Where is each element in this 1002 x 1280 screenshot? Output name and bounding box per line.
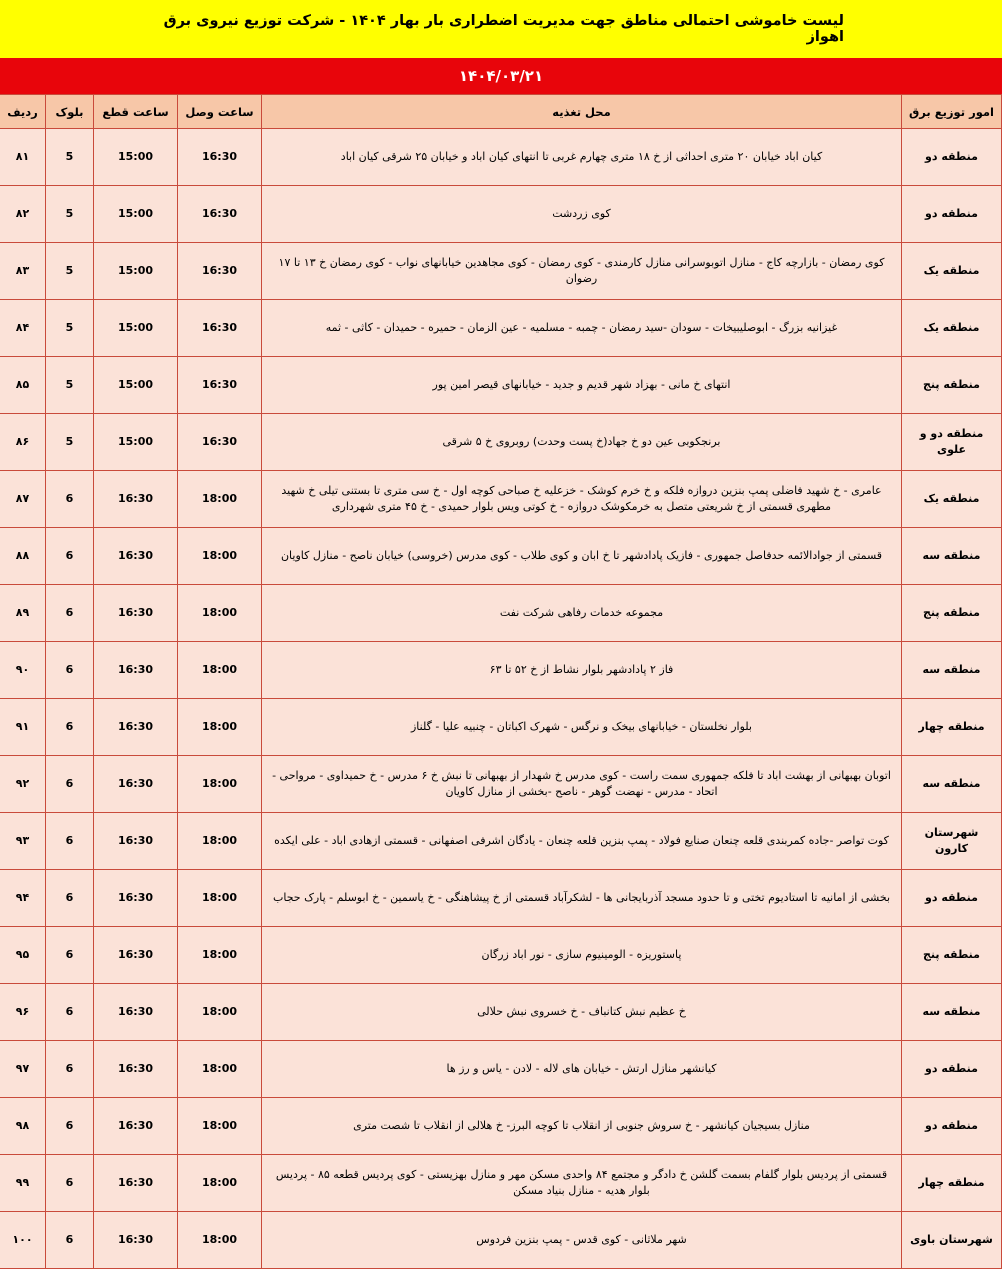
cell-area: منطقه دو xyxy=(902,186,1002,243)
table-row xyxy=(0,870,1002,927)
cell-feeder: انتهای خ مانی - بهزاد شهر قدیم و جدید - خیابانهای قیصر امین پور xyxy=(262,357,902,414)
cell-block: 6 xyxy=(46,1212,94,1269)
column-header-block: بلوک xyxy=(46,95,94,129)
cell-area: منطقه سه xyxy=(902,642,1002,699)
cell-area: منطقه دو xyxy=(902,870,1002,927)
cell-row-no: ۸۱ xyxy=(0,129,46,186)
cell-off-time: 16:30 xyxy=(94,471,178,528)
cell-block: 6 xyxy=(46,699,94,756)
cell-area: منطقه پنج xyxy=(902,357,1002,414)
cell-block: 6 xyxy=(46,1098,94,1155)
cell-on-time: 18:00 xyxy=(178,984,262,1041)
table-row xyxy=(0,1098,1002,1155)
cell-block: 6 xyxy=(46,471,94,528)
table-row xyxy=(0,1155,1002,1212)
cell-on-time: 18:00 xyxy=(178,870,262,927)
cell-feeder: برنجکوبی عین دو خ جهاد(خ پست وحدت) روبروی خ ۵ شرقی xyxy=(262,414,902,471)
table-row xyxy=(0,1212,1002,1269)
table-row xyxy=(0,585,1002,642)
cell-on-time: 18:00 xyxy=(178,927,262,984)
cell-row-no: ۹۸ xyxy=(0,1098,46,1155)
page-title: لیست خاموشی احتمالی مناطق جهت مدیریت اضطراری بار بهار ۱۴۰۴ - شرکت توزیع نیروی برق اهواز xyxy=(163,13,844,45)
cell-feeder: قسمتی از جوادالائمه حدفاصل جمهوری - فازیک پادادشهر تا خ ابان و کوی طلاب - کوی مدرس (خروسی) خیابان ناصح - منازل کاویان xyxy=(262,528,902,585)
cell-area: منطقه دو xyxy=(902,1041,1002,1098)
cell-feeder: عامری - خ شهید فاضلی پمپ بنزین دروازه فلکه و خ خرم کوشک - خزعلیه خ صباحی کوچه اول - خ سی متری تا بستنی تیلی خ شهید مطهری قسمتی از خ شریعتی متصل به خرمکوشک دروازه - خ کوتی ویس بلوار حمیدی - خ ۴۵ متری شهرداری xyxy=(262,471,902,528)
table-row xyxy=(0,357,1002,414)
cell-feeder: پاستوریزه - الومینیوم سازی - نور اباد زرگان xyxy=(262,927,902,984)
cell-block: 6 xyxy=(46,984,94,1041)
cell-area: منطقه سه xyxy=(902,984,1002,1041)
cell-on-time: 18:00 xyxy=(178,1041,262,1098)
cell-area: شهرستان باوی xyxy=(902,1212,1002,1269)
title-bar xyxy=(0,0,1002,58)
cell-row-no: ۹۲ xyxy=(0,756,46,813)
cell-on-time: 18:00 xyxy=(178,642,262,699)
table-row xyxy=(0,471,1002,528)
cell-off-time: 16:30 xyxy=(94,870,178,927)
cell-off-time: 15:00 xyxy=(94,357,178,414)
table-row xyxy=(0,984,1002,1041)
cell-off-time: 16:30 xyxy=(94,642,178,699)
cell-block: 5 xyxy=(46,243,94,300)
cell-off-time: 16:30 xyxy=(94,1098,178,1155)
cell-off-time: 15:00 xyxy=(94,414,178,471)
cell-feeder: مجموعه خدمات رفاهی شرکت نفت xyxy=(262,585,902,642)
cell-off-time: 16:30 xyxy=(94,1155,178,1212)
cell-block: 6 xyxy=(46,813,94,870)
cell-row-no: ۹۱ xyxy=(0,699,46,756)
cell-area: منطقه سه xyxy=(902,756,1002,813)
cell-off-time: 16:30 xyxy=(94,1041,178,1098)
cell-on-time: 18:00 xyxy=(178,585,262,642)
cell-row-no: ۸۶ xyxy=(0,414,46,471)
cell-row-no: ۸۴ xyxy=(0,300,46,357)
cell-row-no: ۹۴ xyxy=(0,870,46,927)
cell-block: 6 xyxy=(46,642,94,699)
cell-area: شهرستان کارون xyxy=(902,813,1002,870)
cell-feeder: کیانشهر منازل ارتش - خیابان های لاله - لادن - یاس و رز ها xyxy=(262,1041,902,1098)
cell-off-time: 15:00 xyxy=(94,243,178,300)
cell-block: 5 xyxy=(46,129,94,186)
cell-on-time: 18:00 xyxy=(178,471,262,528)
cell-on-time: 16:30 xyxy=(178,186,262,243)
cell-block: 5 xyxy=(46,186,94,243)
cell-area: منطقه یک xyxy=(902,471,1002,528)
cell-row-no: ۹۷ xyxy=(0,1041,46,1098)
cell-on-time: 16:30 xyxy=(178,357,262,414)
cell-area: منطقه پنج xyxy=(902,585,1002,642)
outage-table xyxy=(0,94,1002,1269)
cell-off-time: 16:30 xyxy=(94,699,178,756)
cell-off-time: 15:00 xyxy=(94,300,178,357)
cell-area: منطقه یک xyxy=(902,300,1002,357)
cell-off-time: 16:30 xyxy=(94,813,178,870)
cell-feeder: کوی رمضان - بازارچه کاج - منازل اتوبوسرانی منازل کارمندی - کوی رمضان - کوی مجاهدین خیابانهای نواب - کوی رمضان خ ۱۳ تا ۱۷ رضوان xyxy=(262,243,902,300)
cell-row-no: ۹۰ xyxy=(0,642,46,699)
cell-block: 6 xyxy=(46,1041,94,1098)
cell-row-no: ۸۲ xyxy=(0,186,46,243)
cell-block: 5 xyxy=(46,357,94,414)
cell-row-no: ۸۳ xyxy=(0,243,46,300)
cell-row-no: ۸۹ xyxy=(0,585,46,642)
title-bar-right-corner xyxy=(854,0,1002,58)
cell-block: 6 xyxy=(46,1155,94,1212)
cell-on-time: 18:00 xyxy=(178,813,262,870)
cell-feeder: قسمتی از پردیس بلوار گلفام بسمت گلشن خ دادگر و مجتمع ۸۴ واحدی مسکن مهر و منازل بهزیستی - کوی پردیس قطعه ۸۵ - پردیس بلوار هدیه - منازل بنیاد مسکن xyxy=(262,1155,902,1212)
cell-row-no: ۱۰۰ xyxy=(0,1212,46,1269)
cell-area: منطقه چهار xyxy=(902,699,1002,756)
table-row xyxy=(0,813,1002,870)
table-row xyxy=(0,699,1002,756)
cell-area: منطقه چهار xyxy=(902,1155,1002,1212)
cell-on-time: 16:30 xyxy=(178,300,262,357)
table-row xyxy=(0,756,1002,813)
cell-feeder: کوی زردشت xyxy=(262,186,902,243)
cell-row-no: ۸۸ xyxy=(0,528,46,585)
column-header-on-time: ساعت وصل xyxy=(178,95,262,129)
column-header-off-time: ساعت قطع xyxy=(94,95,178,129)
cell-off-time: 16:30 xyxy=(94,927,178,984)
cell-on-time: 16:30 xyxy=(178,414,262,471)
column-header-area: امور توزیع برق xyxy=(902,95,1002,129)
table-header xyxy=(0,95,1002,129)
title-bar-left-corner xyxy=(0,0,148,58)
cell-block: 6 xyxy=(46,528,94,585)
table-header-row xyxy=(0,95,1002,129)
table-row xyxy=(0,300,1002,357)
cell-row-no: ۹۵ xyxy=(0,927,46,984)
table-row xyxy=(0,186,1002,243)
table-row xyxy=(0,243,1002,300)
cell-on-time: 18:00 xyxy=(178,1212,262,1269)
cell-feeder: خ عظیم نبش کتانباف - خ خسروی نبش حلالی xyxy=(262,984,902,1041)
cell-area: منطقه یک xyxy=(902,243,1002,300)
cell-off-time: 15:00 xyxy=(94,129,178,186)
cell-feeder: بلوار نخلستان - خیابانهای بیخک و نرگس - شهرک اکباتان - چنبیه علیا - گلناز xyxy=(262,699,902,756)
cell-feeder: غیزانیه بزرگ - ابوصلیبیخات - سودان -سید رمضان - چمبه - مسلمیه - عین الزمان - حمیره - حمیدان - کاثی - ثمه xyxy=(262,300,902,357)
cell-area: منطقه دو xyxy=(902,1098,1002,1155)
cell-on-time: 18:00 xyxy=(178,756,262,813)
cell-on-time: 18:00 xyxy=(178,1155,262,1212)
cell-feeder: شهر ملاثانی - کوی قدس - پمپ بنزین فردوس xyxy=(262,1212,902,1269)
cell-block: 6 xyxy=(46,927,94,984)
cell-feeder: اتوبان بهبهانی از بهشت اباد تا فلکه جمهوری سمت راست - کوی مدرس خ شهدار از بهبهانی تا نبش خ ۶ مدرس - خ حمیداوی - مرواحی - اتحاد - مدرس - نهضت گوهر - ناصح -بخشی از منازل کاویان xyxy=(262,756,902,813)
cell-block: 6 xyxy=(46,756,94,813)
table-row xyxy=(0,528,1002,585)
cell-feeder: کیان اباد خیابان ۲۰ متری احداثی از خ ۱۸ متری چهارم غربی تا انتهای کیان اباد و خیابان ۲۵ شرقی کیان اباد xyxy=(262,129,902,186)
column-header-row: ردیف xyxy=(0,95,46,129)
cell-off-time: 16:30 xyxy=(94,1212,178,1269)
cell-off-time: 16:30 xyxy=(94,528,178,585)
cell-on-time: 16:30 xyxy=(178,243,262,300)
table-row xyxy=(0,927,1002,984)
column-header-feeder: محل تغذیه xyxy=(262,95,902,129)
cell-row-no: ۸۵ xyxy=(0,357,46,414)
cell-block: 6 xyxy=(46,585,94,642)
table-row xyxy=(0,1041,1002,1098)
cell-on-time: 18:00 xyxy=(178,1098,262,1155)
table-row xyxy=(0,414,1002,471)
table-row xyxy=(0,129,1002,186)
cell-off-time: 16:30 xyxy=(94,585,178,642)
cell-row-no: ۹۳ xyxy=(0,813,46,870)
cell-block: 5 xyxy=(46,414,94,471)
cell-on-time: 18:00 xyxy=(178,699,262,756)
cell-feeder: بخشی از امانیه تا استادیوم تختی و تا حدود مسجد آذربایجانی ها - لشکرآباد قسمتی از خ پیشاهنگی - خ یاسمین - خ ابوسلم - پارک حجاب xyxy=(262,870,902,927)
cell-area: منطقه دو و علوی xyxy=(902,414,1002,471)
date-bar: ۱۴۰۴/۰۳/۲۱ xyxy=(0,58,1002,94)
cell-row-no: ۹۶ xyxy=(0,984,46,1041)
cell-block: 6 xyxy=(46,870,94,927)
table-body xyxy=(0,129,1002,1269)
cell-block: 5 xyxy=(46,300,94,357)
cell-off-time: 16:30 xyxy=(94,756,178,813)
cell-on-time: 18:00 xyxy=(178,528,262,585)
cell-area: منطقه سه xyxy=(902,528,1002,585)
cell-row-no: ۹۹ xyxy=(0,1155,46,1212)
cell-feeder: منازل بسیجیان کیانشهر - خ سروش جنوبی از انقلاب تا کوچه البرز- خ هلالی از انقلاب تا شصت متری xyxy=(262,1098,902,1155)
cell-feeder: فاز ۲ پادادشهر بلوار نشاط از خ ۵۲ تا ۶۳ xyxy=(262,642,902,699)
cell-feeder: کوت تواصر -جاده کمربندی قلعه چنعان صنایع فولاد - پمپ بنزین قلعه چنعان - یادگان اشرفی اصفهانی - قسمتی ازهادی اباد - علی ایکده xyxy=(262,813,902,870)
table-row xyxy=(0,642,1002,699)
cell-off-time: 15:00 xyxy=(94,186,178,243)
cell-on-time: 16:30 xyxy=(178,129,262,186)
cell-area: منطقه پنج xyxy=(902,927,1002,984)
cell-area: منطقه دو xyxy=(902,129,1002,186)
cell-off-time: 16:30 xyxy=(94,984,178,1041)
cell-row-no: ۸۷ xyxy=(0,471,46,528)
